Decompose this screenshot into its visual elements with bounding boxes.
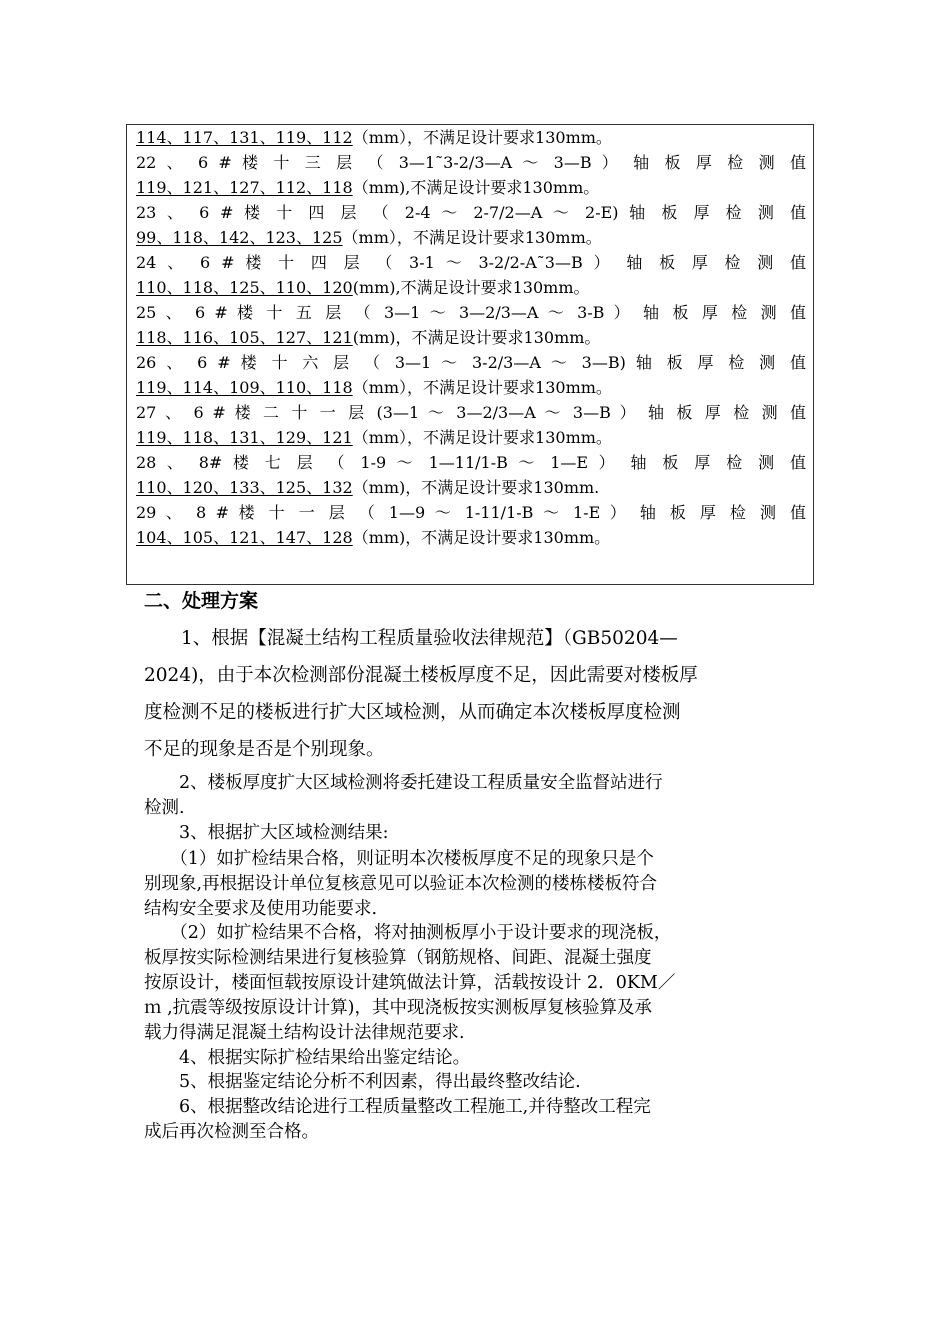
result-row	[136, 378, 806, 398]
requirement-note: （mm),不满足设计要求130mm。	[352, 178, 600, 197]
thickness-values: 104、105、121、147、128	[136, 528, 353, 547]
thickness-values: 110、118、125、110、120	[136, 278, 353, 297]
requirement-note: （mm），不满足设计要求130mm。	[352, 378, 612, 397]
result-row	[136, 478, 806, 498]
paragraph-line: 2、楼板厚度扩大区域检测将委托建设工程质量安全监督站进行	[144, 773, 663, 793]
thickness-values: 110、120、133、125、132	[136, 478, 353, 497]
result-row	[136, 228, 806, 248]
result-header-row: 24 、 6 # 楼 十 四 层 （ 3-1 ～ 3-2/2-A˜3—B ） 轴 板 厚 检 测 值	[136, 253, 806, 272]
paragraph-line: 别现象,再根据设计单位复核意见可以验证本次检测的楼栋楼板符合	[144, 874, 658, 894]
thickness-values: 119、118、131、129、121	[136, 428, 353, 447]
result-header-row: 25 、 6 # 楼 十 五 层 （ 3—1 ～ 3—2/3—A ～ 3-B ） 轴 板 厚 检 测 值	[136, 303, 806, 322]
result-row	[136, 128, 806, 148]
requirement-note: （mm)，不满足设计要求130mm.	[352, 478, 600, 497]
result-row	[136, 528, 806, 548]
paragraph-line: 检测.	[144, 798, 185, 818]
thickness-values: 118、116、105、127、121	[136, 328, 353, 347]
thickness-values: 114、117、131、119、112	[136, 128, 353, 147]
paragraph-line: 2024)，由于本次检测部份混凝土楼板厚度不足，因此需要对楼板厚	[144, 665, 698, 686]
section-title: 二、处理方案	[144, 590, 259, 612]
paragraph-line: （1）如扩检结果合格，则证明本次楼板厚度不足的现象只是个	[144, 849, 654, 869]
result-header-row: 29 、 8 # 楼 十 一 层 （ 1—9 ～ 1-11/1-B ～ 1-E ） 轴 板 厚 检 测 值	[136, 503, 806, 522]
thickness-values: 119、121、127、112、118	[136, 178, 353, 197]
requirement-note: （mm)，不满足设计要求130mm。	[352, 528, 611, 547]
paragraph-line: （2）如扩检结果不合格，将对抽测板厚小于设计要求的现浇板，	[144, 923, 672, 943]
paragraph-line: 6、根据整改结论进行工程质量整改工程施工,并待整改工程完	[144, 1097, 651, 1117]
requirement-note: （mm），不满足设计要求130mm。	[342, 228, 602, 247]
result-row	[136, 278, 806, 298]
result-header-row: 27 、 6 # 楼 二 十 一 层 (3—1 ～ 3—2/3—A ～ 3—B ） 轴 板 厚 检 测 值	[136, 403, 806, 422]
paragraph-line: 4、根据实际扩检结果给出鉴定结论。	[144, 1048, 471, 1068]
result-header-row: 26 、 6 # 楼 十 六 层 （ 3—1 ～ 3-2/3—A ～ 3—B) 轴 板 厚 检 测 值	[136, 353, 806, 372]
thickness-values: 99、118、142、123、125	[136, 228, 343, 247]
requirement-note: （mm），不满足设计要求130mm。	[352, 128, 612, 147]
result-header-row: 23 、 6 # 楼 十 四 层 （ 2-4 ～ 2-7/2—A ～ 2-E) 轴 板 厚 检 测 值	[136, 203, 806, 222]
paragraph-line: 成后再次检测至合格。	[144, 1122, 319, 1142]
paragraph-line: 板厚按实际检测结果进行复核验算（钢筋规格、间距、混凝土强度	[144, 948, 652, 968]
requirement-note: （mm），不满足设计要求130mm。	[352, 428, 612, 447]
result-header-row: 28 、 8# 楼 七 层 （ 1-9 ～ 1—11/1-B ～ 1—E ） 轴 板 厚 检 测 值	[136, 453, 806, 472]
thickness-values: 119、114、109、110、118	[136, 378, 353, 397]
paragraph-line: 结构安全要求及使用功能要求.	[144, 899, 378, 919]
paragraph-line: 1、根据【混凝土结构工程质量验收法律规范】（GB50204—	[144, 628, 678, 649]
result-row	[136, 178, 806, 198]
paragraph-line: 按原设计，楼面恒载按原设计建筑做法计算，活载按设计 2．0KM／	[144, 973, 676, 993]
requirement-note: (mm),不满足设计要求130mm。	[352, 278, 590, 297]
paragraph-line: ｍ ,抗震等级按原设计计算)，其中现浇板按实测板厚复核验算及承	[144, 998, 652, 1018]
paragraph-line: 不足的现象是否是个别现象。	[144, 739, 385, 760]
result-row	[136, 328, 806, 348]
paragraph-line: 5、根据鉴定结论分析不利因素，得出最终整改结论.	[144, 1072, 581, 1092]
paragraph-line: 载力得满足混凝土结构设计法律规范要求.	[144, 1023, 465, 1043]
result-row	[136, 428, 806, 448]
paragraph-line: 度检测不足的楼板进行扩大区域检测，从而确定本次楼板厚度检测	[144, 702, 681, 723]
paragraph-line: 3、根据扩大区域检测结果:	[144, 823, 389, 843]
requirement-note: (mm)，不满足设计要求130mm。	[352, 328, 601, 347]
result-header-row: 22 、 6 # 楼 十 三 层 （ 3—1˜3-2/3—A ～ 3—B ） 轴 板 厚 检 测 值	[136, 153, 806, 172]
